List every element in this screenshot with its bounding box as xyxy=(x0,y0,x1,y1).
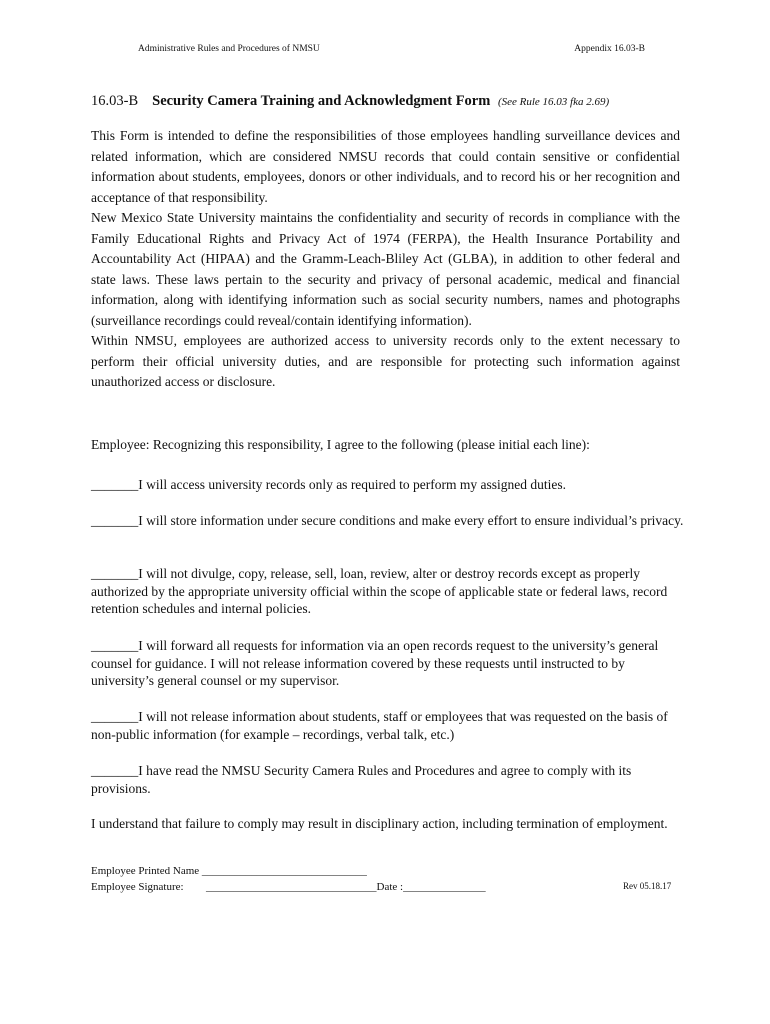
printed-name-row xyxy=(91,865,367,877)
intro-section xyxy=(91,126,680,393)
agreement-text: I will not divulge, copy, release, sell, loan, review, alter or destroy records except as properly authorized by the appropriate university official within the scope of applicable state or federal laws, record retention schedules and internal policies. xyxy=(91,566,668,616)
agreement-text: I will not release information about students, staff or employees that was requested on the basis of non-public information (for example – recordings, verbal talk, etc.) xyxy=(91,709,668,742)
agreement-item xyxy=(91,708,691,743)
agreement-text: I will store information under secure conditions and make every effort to ensure individual’s privacy. xyxy=(138,513,684,528)
header-left: Administrative Rules and Procedures of NMSU xyxy=(138,44,320,54)
rule-reference: (See Rule 16.03 fka 2.69) xyxy=(497,96,610,108)
agreement-item xyxy=(91,512,691,530)
form-title xyxy=(91,93,711,110)
intro-paragraph: New Mexico State University maintains the confidentiality and security of records in compliance with the Family Educational Rights and Privacy Act of 1974 (FERPA), the Health Insurance Portability and Accountability Act (HIPAA) and the Gramm-Leach-Bliley Act (GLBA), in addition to other federal and state laws. These laws pertain to the security and privacy of personal academic, medical and financial information, along with identifying information such as social security numbers, names and photographs (surveillance recordings could reveal/contain identifying information). xyxy=(91,210,680,328)
agreement-text: I will forward all requests for information via an open records request to the university’s general counsel for guidance. I will not release information covered by these requests until instructed to by university’s general counsel or my supervisor. xyxy=(91,638,659,688)
signature-field[interactable]: _______________________________ xyxy=(206,881,377,893)
signature-label: Employee Signature: xyxy=(91,881,184,893)
date-label: Date : xyxy=(376,881,404,893)
closing-statement: I understand that failure to comply may result in disciplinary action, including termination of employment. xyxy=(91,816,668,831)
signature-row xyxy=(91,881,486,893)
initial-blank[interactable]: _______ xyxy=(91,566,139,581)
printed-name-label: Employee Printed Name xyxy=(91,865,200,877)
intro-paragraph: This Form is intended to define the responsibilities of those employees handling surveillance devices and related information, which are considered NMSU records that could contain sensitive or confidential information about students, employees, donors or other individuals, and to record his or her recognition and acceptance of that responsibility. xyxy=(91,128,680,205)
agreement-item xyxy=(91,565,691,618)
form-title-text: Security Camera Training and Acknowledgment Form xyxy=(152,93,491,109)
agreement-text: I will access university records only as required to perform my assigned duties. xyxy=(138,477,567,492)
agreement-item xyxy=(91,476,691,494)
intro-paragraph: Within NMSU, employees are authorized access to university records only to the extent necessary to perform their official university duties, and are responsible for protecting such information against unauthorized access or disclosure. xyxy=(91,333,680,389)
initial-blank[interactable]: _______ xyxy=(91,513,139,528)
revision-label: Rev 05.18.17 xyxy=(623,881,672,891)
initial-blank[interactable]: _______ xyxy=(91,638,139,653)
header-right: Appendix 16.03-B xyxy=(574,44,645,54)
agreement-item xyxy=(91,762,691,797)
initial-blank[interactable]: _______ xyxy=(91,477,139,492)
running-header xyxy=(138,44,645,54)
date-field[interactable]: _______________ xyxy=(403,881,486,893)
form-number: 16.03-B xyxy=(91,93,139,109)
initial-blank[interactable]: _______ xyxy=(91,763,139,778)
initial-blank[interactable]: _______ xyxy=(91,709,139,724)
agreement-item xyxy=(91,637,691,690)
agreement-text: I have read the NMSU Security Camera Rules and Procedures and agree to comply with its provisions. xyxy=(91,763,632,796)
agreement-lead: Employee: Recognizing this responsibility, I agree to the following (please initial each line): xyxy=(91,437,590,452)
printed-name-field[interactable]: ______________________________ xyxy=(201,865,367,877)
